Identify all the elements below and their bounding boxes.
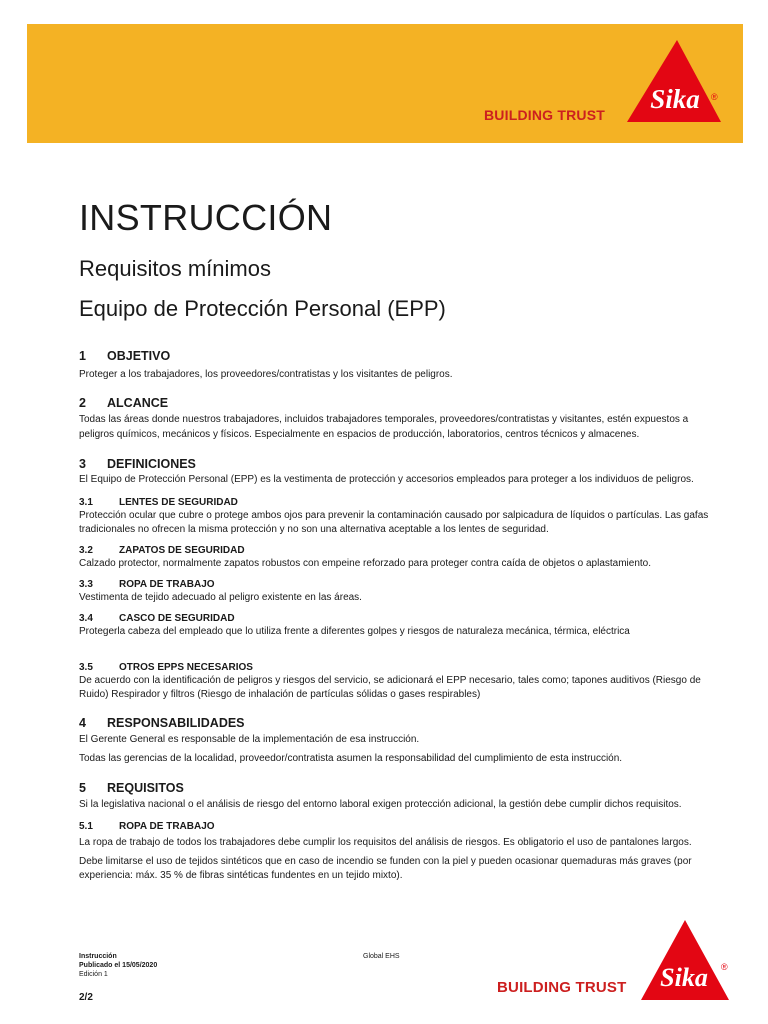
footer-department: Global EHS	[363, 953, 400, 960]
footer-brand-tagline: BUILDING TRUST	[497, 979, 627, 996]
sika-logo-wordmark: Sika	[650, 84, 700, 114]
subsection-heading-ropa-requisitos: 5.1 ROPA DE TRABAJO	[79, 821, 215, 832]
document-subtitle-1: Requisitos mínimos	[79, 256, 271, 281]
subsection-heading-lentes: 3.1 LENTES DE SEGURIDAD	[79, 497, 238, 508]
footer-edition: Edición 1	[79, 971, 108, 978]
paragraph-ropa: Vestimenta de tejido adecuado al peligro existente en las áreas.	[79, 592, 362, 603]
section-heading-alcance: 2 ALCANCE	[79, 396, 169, 410]
footer-sika-logo-wordmark: Sika	[660, 963, 708, 992]
section-heading-objetivo: 1 OBJETIVO	[79, 349, 171, 363]
paragraph-lentes: Protección ocular que cubre o protege ambos ojos para prevenir la contaminación causado por salpicadura de líquidos o partículas. Las gafas tradicionales no ofrecen la misma protección y no son una alternativa aceptable a los lentes de seguridad.	[79, 510, 709, 535]
registered-mark: ®	[711, 92, 718, 102]
paragraph-zapatos: Calzado protector, normalmente zapatos robustos con empeine reforzado para proteger contra caída de objetos o aplastamiento.	[79, 558, 652, 569]
subsection-heading-zapatos: 3.2 ZAPATOS DE SEGURIDAD	[79, 545, 245, 556]
section-heading-definiciones: 3 DEFINICIONES	[79, 457, 196, 471]
section-heading-responsabilidades: 4 RESPONSABILIDADES	[79, 716, 245, 730]
page-number: 2/2	[79, 992, 93, 1003]
brand-tagline: BUILDING TRUST	[484, 107, 606, 123]
paragraph-definiciones: El Equipo de Protección Personal (EPP) es la vestimenta de protección y accesorios empleados para proteger a los individuos de peligros.	[79, 474, 694, 485]
paragraph-responsabilidades-1: El Gerente General es responsable de la implementación de esa instrucción.	[79, 734, 420, 745]
paragraph-objetivo: Proteger a los trabajadores, los proveedores/contratistas y los visitantes de peligros.	[79, 369, 453, 380]
paragraph-ropa-requisitos-1: La ropa de trabajo de todos los trabajadores debe cumplir los requisitos del análisis de riesgos. Es obligatorio el uso de pantalones largos.	[79, 837, 692, 848]
paragraph-otros: De acuerdo con la identificación de peligros y riesgos del servicio, se adicionará el EPP necesario, tales como; tapones auditivos (Riesgo de Ruido) Respirador y filtros (Riesgo de inhalación de partículas sólidas o gases respirables)	[79, 675, 701, 700]
subsection-heading-otros: 3.5 OTROS EPPS NECESARIOS	[79, 662, 253, 673]
footer-registered-mark: ®	[721, 962, 728, 972]
footer-published-date: Publicado el 15/05/2020	[79, 962, 158, 969]
sika-logo-icon	[627, 40, 721, 122]
paragraph-ropa-requisitos-2: Debe limitarse el uso de tejidos sintéticos que en caso de incendio se funden con la piel y pueden ocasionar quemaduras más graves (por experiencia: máx. 35 % de fibras sintéticas fundentes en un tejido mixto).	[79, 856, 692, 881]
subsection-heading-casco: 3.4 CASCO DE SEGURIDAD	[79, 613, 235, 624]
paragraph-casco: Protegerla cabeza del empleado que lo utiliza frente a diferentes golpes y riesgos de naturaleza mecánica, térmica, eléctrica	[79, 626, 630, 637]
footer-doc-type: Instrucción	[79, 953, 117, 960]
footer-sika-logo-icon	[637, 920, 731, 1000]
paragraph-responsabilidades-2: Todas las gerencias de la localidad, proveedor/contratista asumen la responsabilidad del cumplimiento de esta instrucción.	[79, 753, 623, 764]
footer-document-info	[79, 952, 157, 979]
paragraph-requisitos: Si la legislativa nacional o el análisis de riesgo del entorno laboral exigen protección adicional, la gestión debe cumplir dichos requisitos.	[79, 799, 682, 810]
document-body	[79, 348, 709, 883]
paragraph-alcance: Todas las áreas donde nuestros trabajadores, incluidos trabajadores temporales, proveedores/contratistas y visitantes, estén expuestos a peligros químicos, mecánicos y físicos. Especialmente en espacios de producción, laboratorios, centros técnicos y almacenes.	[79, 414, 689, 440]
document-subtitle-2: Equipo de Protección Personal (EPP)	[79, 296, 446, 321]
subsection-heading-ropa: 3.3 ROPA DE TRABAJO	[79, 579, 215, 590]
document-title: INSTRUCCIÓN	[79, 197, 333, 238]
section-heading-requisitos: 5 REQUISITOS	[79, 781, 184, 795]
